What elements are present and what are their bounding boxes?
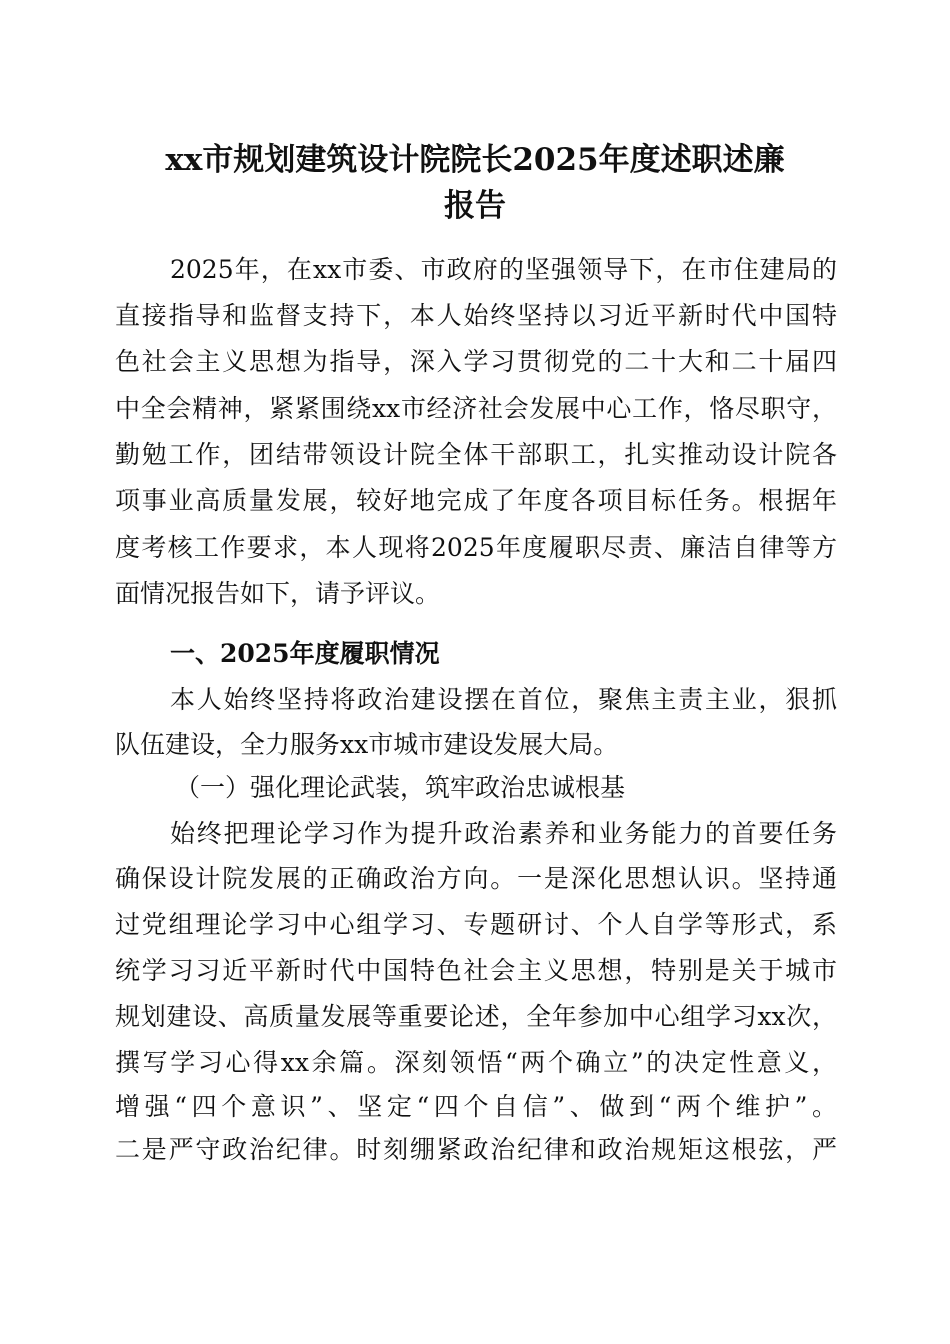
- paragraph-line: 二是严守政治纪律。时刻绷紧政治纪律和政治规矩这根弦，严: [115, 1135, 837, 1164]
- paragraph-line: 项事业高质量发展，较好地完成了年度各项目标任务。根据年: [115, 486, 837, 515]
- paragraph-line: 勤勉工作，团结带领设计院全体干部职工，扎实推动设计院各: [115, 440, 837, 469]
- paragraph-line: 本人始终坚持将政治建设摆在首位，聚焦主责主业，狠抓: [170, 685, 837, 714]
- paragraph-line: 2025年，在xx市委、市政府的坚强领导下，在市住建局的: [170, 255, 837, 284]
- document-title-line-2: 报告: [444, 188, 506, 224]
- paragraph-line: 始终把理论学习作为提升政治素养和业务能力的首要任务: [170, 819, 837, 848]
- section-heading: 一、2025年度履职情况: [170, 639, 440, 668]
- paragraph-line: 中全会精神，紧紧围绕xx市经济社会发展中心工作，恪尽职守，: [115, 394, 837, 423]
- paragraph-line: 队伍建设，全力服务xx市城市建设发展大局。: [115, 730, 619, 759]
- paragraph-line: 过党组理论学习中心组学习、专题研讨、个人自学等形式，系: [115, 910, 837, 939]
- paragraph-line: 增强“四个意识”、坚定“四个自信”、做到“两个维护”。: [115, 1092, 837, 1121]
- paragraph-line: 确保设计院发展的正确政治方向。一是深化思想认识。坚持通: [115, 864, 837, 893]
- paragraph-line: 度考核工作要求，本人现将2025年度履职尽责、廉洁自律等方: [115, 533, 837, 562]
- paragraph-line: 统学习习近平新时代中国特色社会主义思想，特别是关于城市: [115, 956, 837, 985]
- paragraph-line: 色社会主义思想为指导，深入学习贯彻党的二十大和二十届四: [115, 347, 837, 376]
- paragraph-line: 面情况报告如下，请予评议。: [115, 579, 441, 608]
- paragraph-line: 规划建设、高质量发展等重要论述，全年参加中心组学习xx次，: [115, 1002, 837, 1031]
- paragraph-line: 撰写学习心得xx余篇。深刻领悟“两个确立”的决定性意义，: [115, 1048, 837, 1077]
- subsection-heading: （一）强化理论武装，筑牢政治忠诚根基: [175, 773, 626, 802]
- paragraph-line: 直接指导和监督支持下，本人始终坚持以习近平新时代中国特: [115, 301, 837, 330]
- document-title-line-1: xx市规划建筑设计院院长2025年度述职述廉: [165, 142, 785, 178]
